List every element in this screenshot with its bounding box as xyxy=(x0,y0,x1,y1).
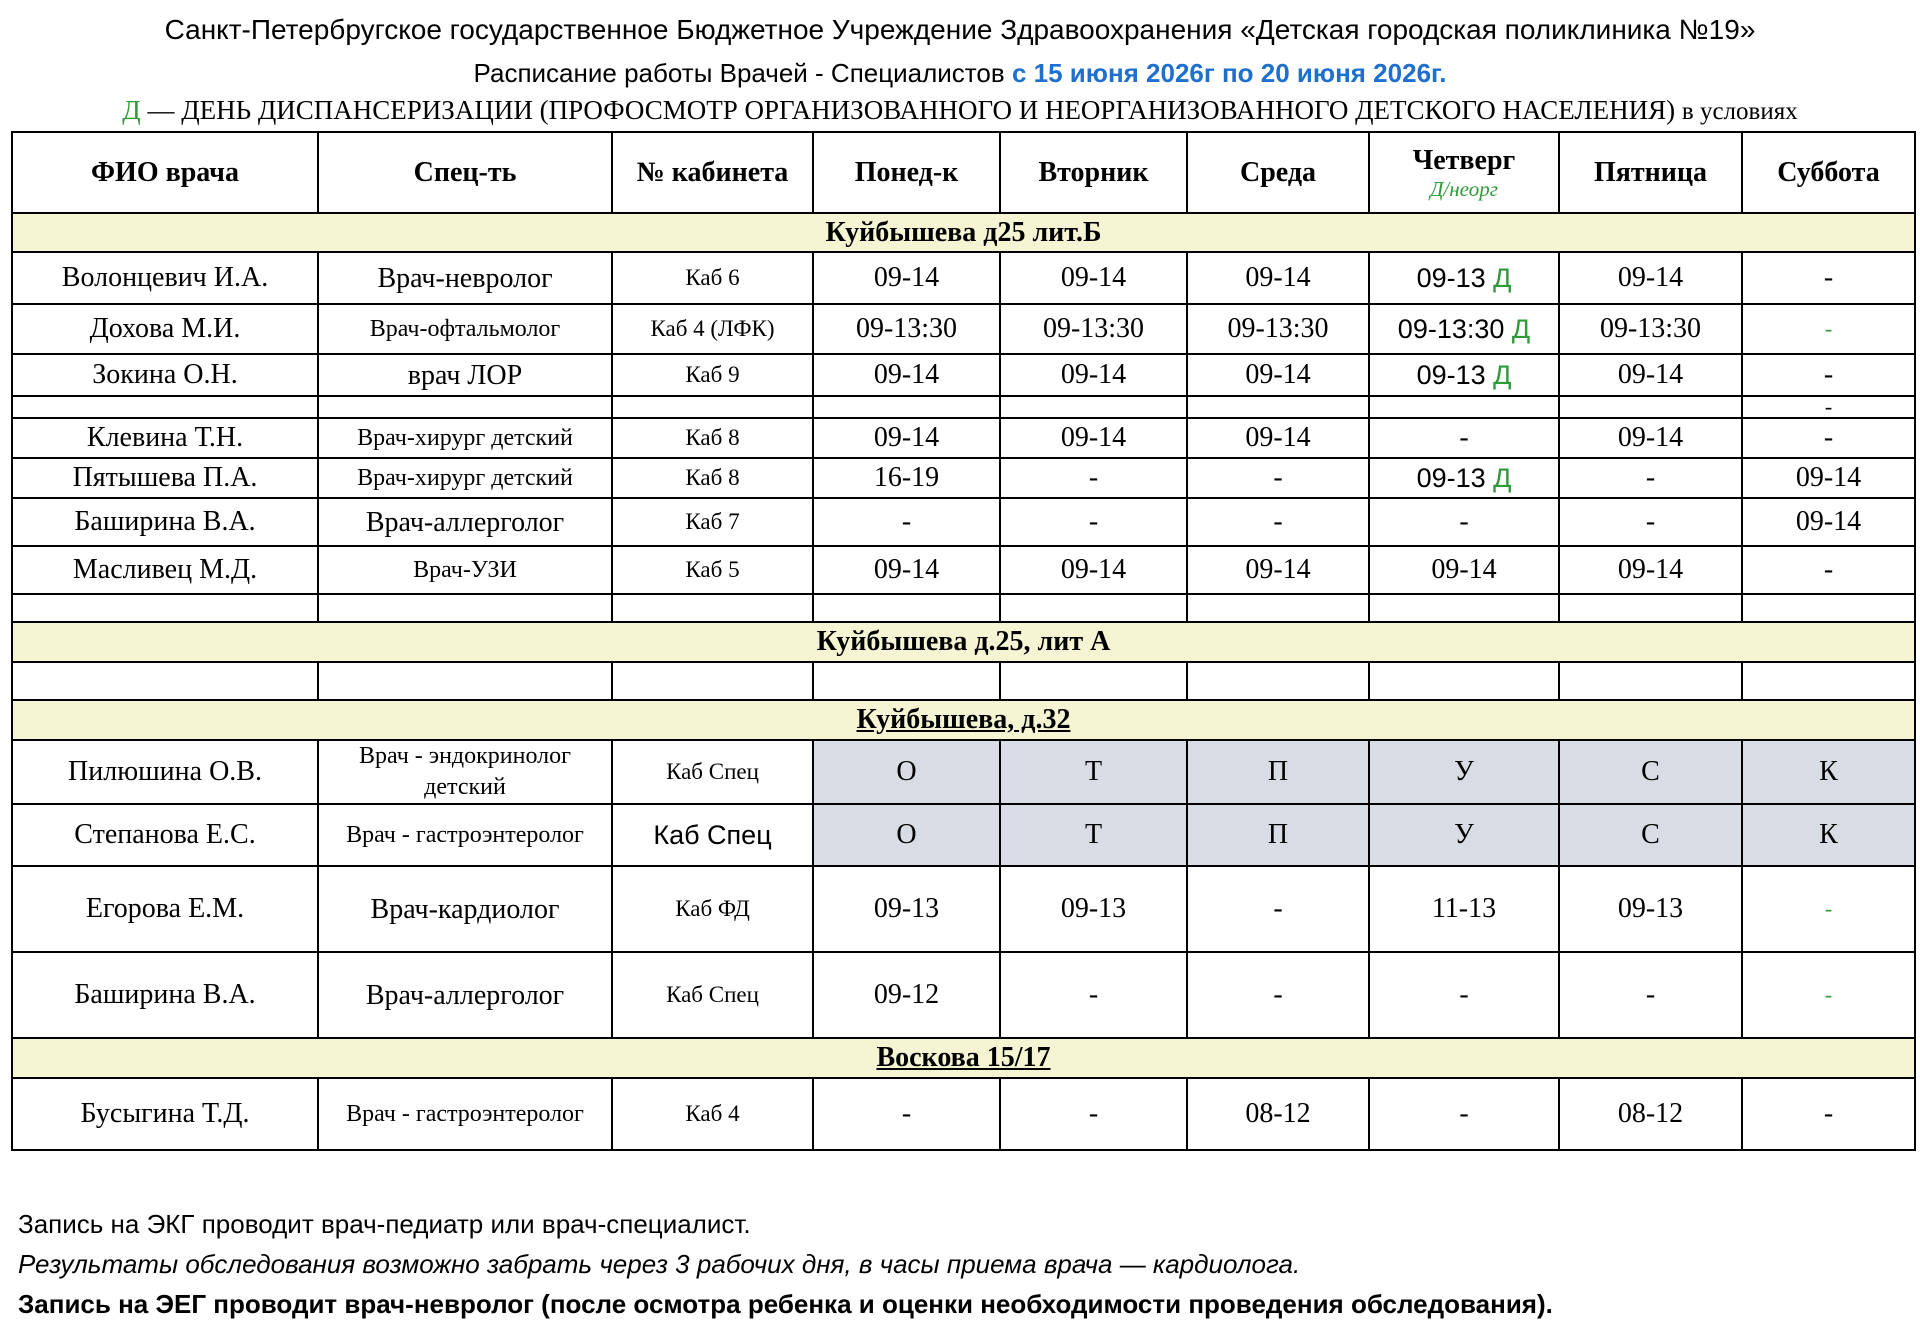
cell-thu: У xyxy=(1369,804,1559,866)
cabinet: Каб 5 xyxy=(612,546,813,594)
doctor-name: Пилюшина О.В. xyxy=(12,740,318,804)
cell-sat: - xyxy=(1742,252,1915,304)
doctor-specialty: Врач-аллерголог xyxy=(318,952,612,1038)
cell-sat: К xyxy=(1742,740,1915,804)
cell-mon: 09-14 xyxy=(813,354,1000,396)
col-header-fri: Пятница xyxy=(1559,132,1742,213)
cell-tue: - xyxy=(1000,1078,1187,1150)
doctor-name: Масливец М.Д. xyxy=(12,546,318,594)
cell-fri: - xyxy=(1559,952,1742,1038)
thu-hours: 09-13 xyxy=(1416,262,1494,293)
legend-mark: Д xyxy=(122,95,141,125)
institution-title: Санкт-Петербругское государственное Бюджетное Учреждение Здравоохранения «Детская городская поликлиника №19» xyxy=(164,14,1756,45)
col-header-tue: Вторник xyxy=(1000,132,1187,213)
cell-mon: О xyxy=(813,804,1000,866)
doctor-specialty: Врач-хирург детский xyxy=(318,418,612,458)
schedule-prefix: Расписание работы Врачей - Специалистов xyxy=(473,58,1012,88)
col-header-thu-label: Четверг xyxy=(1412,144,1516,176)
doctor-specialty: Врач-невролог xyxy=(318,252,612,304)
cabinet: Каб 8 xyxy=(612,418,813,458)
cell-fri: - xyxy=(1559,498,1742,546)
table-row-empty xyxy=(12,662,1915,700)
dispensary-mark: Д xyxy=(1493,462,1512,493)
cell-mon: 09-14 xyxy=(813,252,1000,304)
col-header-thu xyxy=(1369,132,1559,213)
cell-thu xyxy=(1369,304,1559,354)
section-row xyxy=(12,1038,1915,1078)
thu-hours: 09-13 xyxy=(1416,462,1494,493)
note-eeg: Запись на ЭЕГ проводит врач-невролог (после осмотра ребенка и оценки необходимости проведения обследования). xyxy=(18,1289,1553,1319)
cell-wed: - xyxy=(1187,952,1369,1038)
cell-mon: 09-13:30 xyxy=(813,304,1000,354)
cell-tue: Т xyxy=(1000,740,1187,804)
section-row xyxy=(12,213,1915,252)
table-header-row xyxy=(12,132,1915,213)
section-title: Воскова 15/17 xyxy=(12,1038,1915,1078)
cell-thu xyxy=(1369,252,1559,304)
cell-mon: 16-19 xyxy=(813,458,1000,498)
cell-tue: - xyxy=(1000,458,1187,498)
cell-sat: 09-14 xyxy=(1742,458,1915,498)
doctor-specialty: Врач-кардиолог xyxy=(318,866,612,952)
cabinet: Каб 6 xyxy=(612,252,813,304)
table-row-empty xyxy=(12,396,1915,418)
cell-mon: 09-14 xyxy=(813,418,1000,458)
doctor-name: Дохова М.И. xyxy=(12,304,318,354)
section-title: Куйбышева д.25, лит А xyxy=(12,622,1915,662)
cell-fri: С xyxy=(1559,804,1742,866)
cabinet: Каб 9 xyxy=(612,354,813,396)
col-header-spec: Спец-ть xyxy=(318,132,612,213)
col-header-thu-sub: Д/неорг xyxy=(1430,176,1498,201)
schedule-dates: с 15 июня 2026г по 20 июня 2026г. xyxy=(1011,58,1447,88)
doctor-name: Зокина О.Н. xyxy=(12,354,318,396)
cell-wed: - xyxy=(1187,498,1369,546)
doctor-specialty: врач ЛОР xyxy=(318,354,612,396)
thu-hours: 09-13:30 xyxy=(1397,313,1512,344)
note-ecg: Запись на ЭКГ проводит врач-педиатр или врач-специалист. xyxy=(18,1209,751,1239)
cell-tue: 09-14 xyxy=(1000,418,1187,458)
col-header-name: ФИО врача xyxy=(12,132,318,213)
col-header-sat: Суббота xyxy=(1742,132,1915,213)
schedule-title xyxy=(0,58,1920,89)
cell-thu: - xyxy=(1369,498,1559,546)
cell-tue: - xyxy=(1000,498,1187,546)
doctor-specialty: Врач-УЗИ xyxy=(318,546,612,594)
cell-tue: 09-14 xyxy=(1000,354,1187,396)
dispensary-mark: Д xyxy=(1493,262,1512,293)
legend-text: — ДЕНЬ ДИСПАНСЕРИЗАЦИИ (ПРОФОСМОТР ОРГАНИЗОВАННОГО И НЕОРГАНИЗОВАННОГО ДЕТСКОГО НАСЕЛЕНИЯ) xyxy=(140,95,1682,125)
section-title: Куйбышева д25 лит.Б xyxy=(12,213,1915,252)
cell-wed: 09-14 xyxy=(1187,354,1369,396)
notes xyxy=(18,1204,1553,1324)
cell-wed: П xyxy=(1187,740,1369,804)
cell-thu xyxy=(1369,354,1559,396)
cell-sat: К xyxy=(1742,804,1915,866)
cell-mon: - xyxy=(813,1078,1000,1150)
cell-wed: П xyxy=(1187,804,1369,866)
doctor-specialty: Врач - гастроэнтеролог xyxy=(318,804,612,866)
cell-tue: 09-14 xyxy=(1000,546,1187,594)
cell-tue: - xyxy=(1000,952,1187,1038)
cell-wed: 09-14 xyxy=(1187,252,1369,304)
doctor-specialty: Врач - эндокринолог детский xyxy=(318,740,612,804)
cell-sat: - xyxy=(1742,952,1915,1038)
cell-wed: - xyxy=(1187,458,1369,498)
table-row xyxy=(12,498,1915,546)
doctor-name: Баширина В.А. xyxy=(12,952,318,1038)
cell-sat: - xyxy=(1742,396,1915,418)
legend-tail: в условиях xyxy=(1681,98,1798,125)
doctor-specialty: Врач-офтальмолог xyxy=(318,304,612,354)
cabinet: Каб Спец xyxy=(612,740,813,804)
cell-fri: 09-14 xyxy=(1559,252,1742,304)
cell-sat: - xyxy=(1742,1078,1915,1150)
cell-wed: 09-13:30 xyxy=(1187,304,1369,354)
note-results: Результаты обследования возможно забрать через 3 рабочих дня, в часы приема врача — кардиолога. xyxy=(18,1249,1301,1279)
doctor-name: Баширина В.А. xyxy=(12,498,318,546)
doctor-specialty: Врач-хирург детский xyxy=(318,458,612,498)
cell-sat: - xyxy=(1742,418,1915,458)
dispensary-mark: Д xyxy=(1511,313,1531,344)
table-row xyxy=(12,952,1915,1038)
legend-line xyxy=(0,95,1920,126)
table-row xyxy=(12,866,1915,952)
cell-thu xyxy=(1369,458,1559,498)
table-row xyxy=(12,304,1915,354)
cell-sat: - xyxy=(1742,546,1915,594)
cell-mon: - xyxy=(813,498,1000,546)
cell-fri: - xyxy=(1559,458,1742,498)
doctor-specialty: Врач-аллерголог xyxy=(318,498,612,546)
doctor-specialty: Врач - гастроэнтеролог xyxy=(318,1078,612,1150)
cabinet: Каб ФД xyxy=(612,866,813,952)
cell-fri: 09-14 xyxy=(1559,546,1742,594)
cabinet: Каб Спец xyxy=(612,952,813,1038)
table-row xyxy=(12,458,1915,498)
table-row xyxy=(12,804,1915,866)
section-title: Куйбышева, д.32 xyxy=(12,700,1915,740)
cell-sat: - xyxy=(1742,866,1915,952)
doctor-name: Пятышева П.А. xyxy=(12,458,318,498)
doctor-name: Волонцевич И.А. xyxy=(12,252,318,304)
doctor-name: Клевина Т.Н. xyxy=(12,418,318,458)
cabinet: Каб 4 (ЛФК) xyxy=(612,304,813,354)
cell-wed: 08-12 xyxy=(1187,1078,1369,1150)
cell-mon: О xyxy=(813,740,1000,804)
cell-fri: 08-12 xyxy=(1559,1078,1742,1150)
section-row xyxy=(12,622,1915,662)
col-header-cab: № кабинета xyxy=(612,132,813,213)
cell-tue: 09-13 xyxy=(1000,866,1187,952)
thu-hours: 09-13 xyxy=(1416,359,1494,390)
cell-thu: 09-14 xyxy=(1369,546,1559,594)
cell-sat: - xyxy=(1742,354,1915,396)
cell-wed: 09-14 xyxy=(1187,418,1369,458)
table-row xyxy=(12,546,1915,594)
table-row xyxy=(12,252,1915,304)
cell-sat: 09-14 xyxy=(1742,498,1915,546)
table-row xyxy=(12,740,1915,804)
table-row-empty xyxy=(12,594,1915,622)
doctor-name: Егорова Е.М. xyxy=(12,866,318,952)
cell-mon: 09-12 xyxy=(813,952,1000,1038)
cell-sat: - xyxy=(1742,304,1915,354)
cell-fri: 09-14 xyxy=(1559,418,1742,458)
table-row xyxy=(12,354,1915,396)
cell-thu: - xyxy=(1369,952,1559,1038)
dispensary-mark: Д xyxy=(1493,359,1512,390)
col-header-wed: Среда xyxy=(1187,132,1369,213)
cell-thu: - xyxy=(1369,1078,1559,1150)
table-row xyxy=(12,418,1915,458)
cell-mon: 09-13 xyxy=(813,866,1000,952)
cell-wed: - xyxy=(1187,866,1369,952)
cell-tue: 09-14 xyxy=(1000,252,1187,304)
cell-thu: У xyxy=(1369,740,1559,804)
cell-tue: 09-13:30 xyxy=(1000,304,1187,354)
cell-tue: Т xyxy=(1000,804,1187,866)
cabinet: Каб 4 xyxy=(612,1078,813,1150)
table-row xyxy=(12,1078,1915,1150)
col-header-mon: Понед-к xyxy=(813,132,1000,213)
cell-wed: 09-14 xyxy=(1187,546,1369,594)
cell-fri: С xyxy=(1559,740,1742,804)
schedule-table xyxy=(11,131,1916,1151)
cabinet: Каб Спец xyxy=(612,804,813,866)
doctor-name: Бусыгина Т.Д. xyxy=(12,1078,318,1150)
cell-thu: 11-13 xyxy=(1369,866,1559,952)
cabinet: Каб 8 xyxy=(612,458,813,498)
cabinet: Каб 7 xyxy=(612,498,813,546)
doctor-name: Степанова Е.С. xyxy=(12,804,318,866)
cell-fri: 09-13:30 xyxy=(1559,304,1742,354)
cell-fri: 09-14 xyxy=(1559,354,1742,396)
cell-thu: - xyxy=(1369,418,1559,458)
cell-mon: 09-14 xyxy=(813,546,1000,594)
cell-fri: 09-13 xyxy=(1559,866,1742,952)
section-row xyxy=(12,700,1915,740)
